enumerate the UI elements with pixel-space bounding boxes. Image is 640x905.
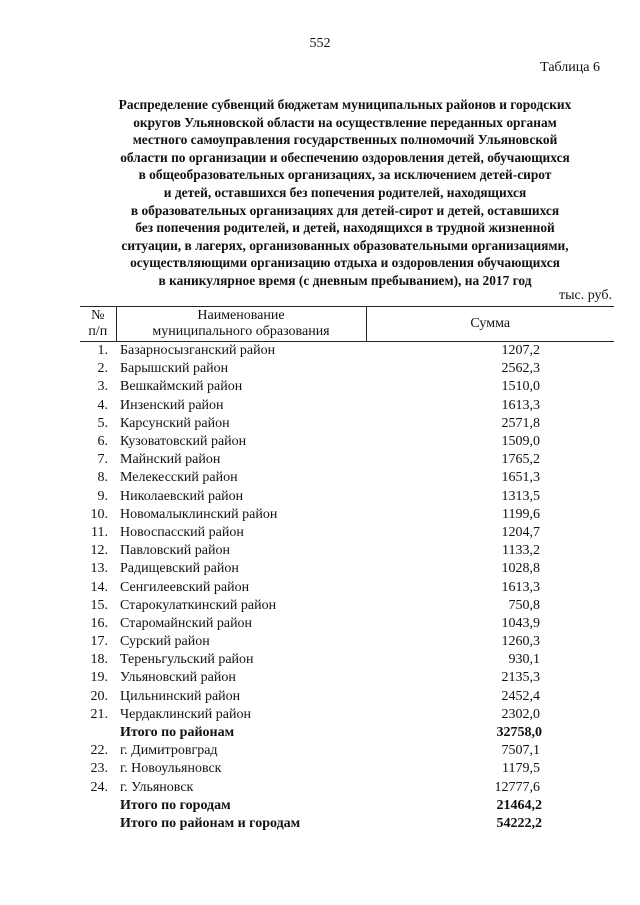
row-number: 20.	[90, 688, 108, 704]
municipality-name: г. Димитровград	[120, 743, 218, 759]
sum-value: 54222,2	[496, 815, 542, 831]
sum-value: 2135,3	[501, 670, 540, 686]
header-name-line1: Наименование	[197, 308, 285, 323]
row-number: 19.	[90, 670, 108, 686]
page-number: 552	[309, 36, 331, 51]
municipality-name: Ульяновский район	[120, 670, 236, 686]
total-row	[80, 797, 614, 815]
table-row	[80, 542, 614, 560]
table-label: Таблица 6	[540, 60, 600, 75]
sum-value: 32758,0	[496, 725, 542, 741]
sum-value: 1613,3	[501, 579, 540, 595]
row-number	[80, 724, 116, 742]
table-row	[80, 469, 614, 487]
title-line: в общеобразовательных организациях, за исключением детей-сирот	[138, 167, 552, 183]
table-row	[80, 560, 614, 578]
row-number: 13.	[90, 561, 108, 577]
municipality-name: Цильнинский район	[120, 688, 241, 704]
municipality-name: Чердаклинский район	[120, 706, 251, 722]
sum-value: 750,8	[508, 597, 540, 613]
table-body	[80, 342, 614, 834]
municipality-name: г. Новоульяновск	[120, 761, 222, 777]
table-row	[80, 779, 614, 797]
municipality-name: Тереньгульский район	[120, 652, 254, 668]
table-row	[80, 378, 614, 396]
municipality-name: Итого по районам	[120, 725, 235, 741]
title-line: ситуации, в лагерях, организованных образовательными организациями,	[121, 237, 569, 253]
row-number: 14.	[90, 579, 108, 595]
header-sum: Сумма	[366, 307, 614, 342]
title-line: без попечения родителей, и детей, находящихся в трудной жизненной	[135, 220, 555, 236]
document-title	[70, 96, 620, 290]
table-row	[80, 760, 614, 778]
municipality-name: г. Ульяновск	[120, 779, 194, 795]
sum-value: 1260,3	[501, 634, 540, 650]
table-header-row	[80, 307, 614, 342]
row-number	[80, 815, 116, 833]
municipality-name: Новоспасский район	[120, 524, 244, 540]
row-number: 3.	[97, 379, 108, 395]
row-number: 17.	[90, 634, 108, 650]
row-number: 5.	[97, 415, 108, 431]
sum-value: 7507,1	[501, 743, 540, 759]
row-number: 7.	[97, 452, 108, 468]
sum-value: 1133,2	[502, 543, 540, 559]
row-number: 16.	[90, 615, 108, 631]
row-number: 11.	[91, 524, 108, 540]
header-number-line1: №	[91, 308, 105, 323]
title-line: местного самоуправления государственных полномочий Ульяновской	[132, 132, 558, 148]
municipality-name: Старомайнский район	[120, 615, 253, 631]
total-row	[80, 724, 614, 742]
municipality-name: Итого по городам	[120, 797, 231, 813]
sum-value: 1043,9	[501, 615, 540, 631]
sum-value: 1509,0	[501, 434, 540, 450]
municipality-name: Майнский район	[120, 452, 221, 468]
row-number: 8.	[97, 470, 108, 486]
row-number: 4.	[97, 397, 108, 413]
table-row	[80, 597, 614, 615]
title-line: в образовательных организациях для детей-сирот и детей, оставшихся	[130, 202, 560, 218]
header-name-line2: муниципального образования	[152, 324, 330, 339]
row-number: 10.	[90, 506, 108, 522]
municipality-name: Старокулаткинский район	[120, 597, 277, 613]
municipality-name: Инзенский район	[120, 397, 224, 413]
municipality-name: Сурский район	[120, 634, 210, 650]
municipality-name: Кузоватовский район	[120, 434, 247, 450]
row-number: 9.	[97, 488, 108, 504]
municipality-name: Итого по районам и городам	[120, 815, 301, 831]
row-number: 23.	[90, 761, 108, 777]
row-number	[80, 797, 116, 815]
municipality-name: Сенгилеевский район	[120, 579, 250, 595]
table-row	[80, 360, 614, 378]
header-number-line2: п/п	[88, 324, 108, 339]
row-number: 21.	[90, 706, 108, 722]
row-number: 22.	[90, 743, 108, 759]
municipality-name: Вешкаймский район	[120, 379, 243, 395]
table-row	[80, 506, 614, 524]
table-row	[80, 415, 614, 433]
table-row	[80, 742, 614, 760]
sum-value: 2452,4	[501, 688, 540, 704]
title-line: округов Ульяновской области на осуществление переданных органам	[133, 114, 557, 130]
total-row	[80, 815, 614, 833]
sum-value: 1179,5	[502, 761, 540, 777]
title-line: осуществляющими организацию отдыха и оздоровления обучающихся	[130, 255, 560, 271]
municipality-name: Новомалыклинский район	[120, 506, 278, 522]
table-row	[80, 342, 614, 361]
subsidy-table	[80, 306, 614, 833]
sum-value: 21464,2	[496, 797, 542, 813]
table-row	[80, 669, 614, 687]
sum-value: 1204,7	[501, 524, 540, 540]
municipality-name: Карсунский район	[120, 415, 230, 431]
sum-value: 1510,0	[501, 379, 540, 395]
table-row	[80, 706, 614, 724]
sum-value: 1207,2	[501, 343, 540, 359]
row-number: 24.	[90, 779, 108, 795]
table-row	[80, 524, 614, 542]
municipality-name: Павловский район	[120, 543, 230, 559]
table-row	[80, 397, 614, 415]
title-line: Распределение субвенций бюджетам муниципальных районов и городских	[118, 97, 572, 112]
header-number	[80, 307, 116, 342]
table-row	[80, 488, 614, 506]
units-label: тыс. руб.	[559, 288, 612, 303]
sum-value: 1613,3	[501, 397, 540, 413]
sum-value: 2571,8	[501, 415, 540, 431]
table-row	[80, 633, 614, 651]
sum-value: 12777,6	[494, 779, 540, 795]
table-row	[80, 433, 614, 451]
row-number: 12.	[90, 543, 108, 559]
sum-value: 1199,6	[502, 506, 540, 522]
table-row	[80, 615, 614, 633]
sum-value: 2302,0	[501, 706, 540, 722]
municipality-name: Мелекесский район	[120, 470, 238, 486]
title-line: области по организации и обеспечению оздоровления детей, обучающихся	[120, 149, 570, 165]
row-number: 15.	[90, 597, 108, 613]
sum-value: 1313,5	[501, 488, 540, 504]
table-row	[80, 688, 614, 706]
sum-value: 2562,3	[501, 361, 540, 377]
municipality-name: Радищевский район	[120, 561, 239, 577]
table-row	[80, 651, 614, 669]
sum-value: 1028,8	[501, 561, 540, 577]
table-row	[80, 578, 614, 596]
row-number: 6.	[97, 434, 108, 450]
sum-value: 930,1	[508, 652, 540, 668]
title-line: в каникулярное время (с дневным пребыванием), на 2017 год	[158, 272, 532, 288]
row-number: 1.	[97, 343, 108, 359]
title-line: и детей, оставшихся без попечения родителей, находящихся	[163, 184, 527, 200]
municipality-name: Базарносызганский район	[120, 343, 276, 359]
sum-value: 1651,3	[501, 470, 540, 486]
row-number: 18.	[90, 652, 108, 668]
municipality-name: Барышский район	[120, 361, 229, 377]
header-name	[116, 307, 366, 342]
row-number: 2.	[97, 361, 108, 377]
table-row	[80, 451, 614, 469]
sum-value: 1765,2	[501, 452, 540, 468]
municipality-name: Николаевский район	[120, 488, 244, 504]
